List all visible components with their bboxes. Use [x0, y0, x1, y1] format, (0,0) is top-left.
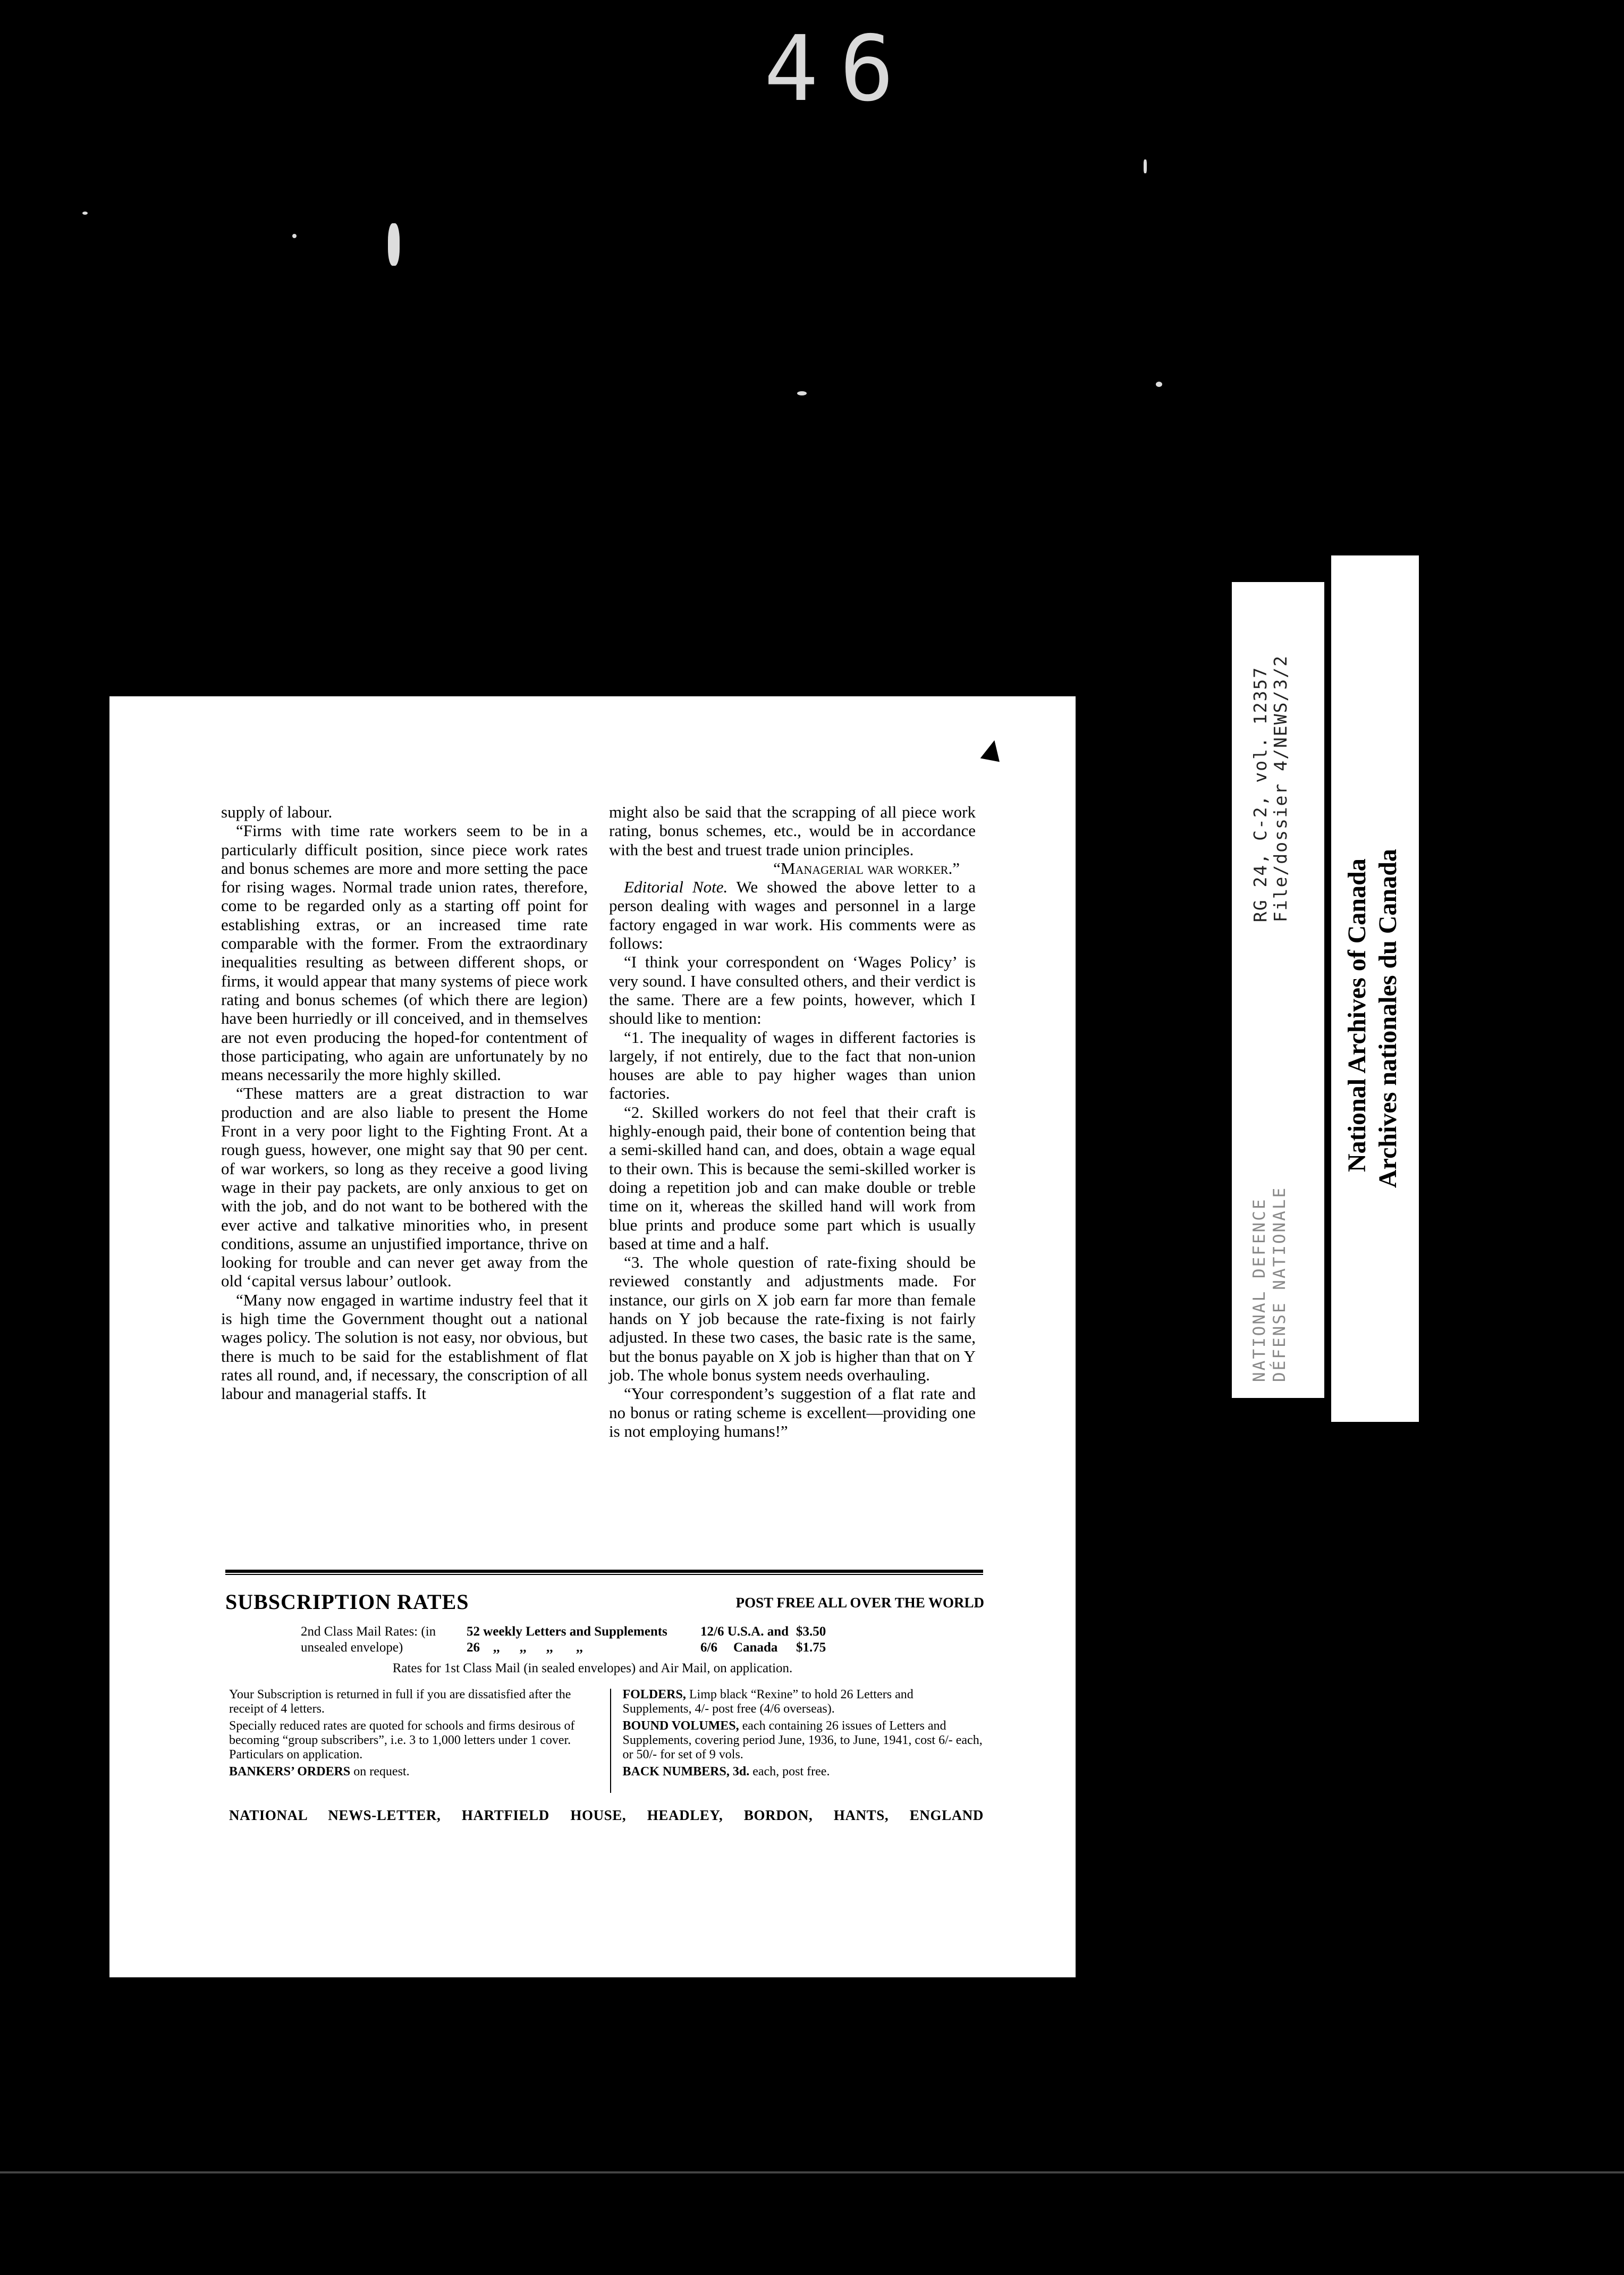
dust-speck: [388, 223, 400, 266]
first-class-note: Rates for 1st Class Mail (in sealed envelopes) and Air Mail, on application.: [392, 1661, 793, 1675]
dust-speck: [1156, 382, 1162, 387]
bankers-orders-note: [229, 1765, 598, 1779]
returned-note: Your Subscription is returned in full if you are dissatisfied after the receipt of 4 letters.: [229, 1688, 571, 1716]
article-left-column: [221, 803, 588, 1440]
article-columns: [221, 803, 976, 1440]
rate-price: 6/6: [700, 1640, 717, 1655]
archive-file-line: File/dossier 4/NEWS/3/2: [1270, 655, 1291, 922]
national-archives-en: National Archives of Canada: [1343, 858, 1371, 1172]
paragraph: “I think your correspondent on ‘Wages Policy’ is very sound. I have consulted others, and their verdict is the same. There are a few points, however, which I should like to mention:: [609, 953, 976, 1028]
rate-description: 52 weekly Letters and Supplements: [467, 1624, 667, 1639]
document-page: [109, 696, 1076, 1977]
subscription-title: SUBSCRIPTION RATES: [225, 1590, 469, 1614]
rate-usd: $1.75: [796, 1640, 826, 1655]
reduced-rates-note: Specially reduced rates are quoted for schools and firms desirous of becoming “group subscribers”, i.e. 3 to 1,000 letters under 1 cover. Particulars on application.: [229, 1719, 575, 1762]
bankers-text: on request.: [350, 1765, 410, 1779]
paragraph: “1. The inequality of wages in different factories is largely, if not entirely, due to the fact that non-union houses are able to pay higher wages than union factories.: [609, 1027, 976, 1103]
divider-rule: [225, 1574, 983, 1575]
paragraph: might also be said that the scrapping of all piece work rating, bonus schemes, etc., would be in accordance with the best and truest trade union principles.: [609, 803, 976, 859]
info-right-column: [611, 1688, 984, 1805]
dust-speck: [1144, 159, 1147, 173]
back-label: BACK NUMBERS, 3d.: [622, 1765, 750, 1779]
back-text: each, post free.: [749, 1765, 830, 1779]
bound-text: each containing 26 issues of Letters and Supplements, covering period June, 1936, to June, 1941, cost 6/- each, or 50/- for set of 9 vols.: [622, 1719, 983, 1762]
paragraph: “These matters are a great distraction to war production and are also liable to present the Home Front in a very poor light to the Fighting Front. At a rough guess, however, one might say that 90 per cent. of war workers, so long as they receive a good living wage in their pay packets, are only anxious to get on with the job, and do not want to be bothered with the ever active and talkative minorities who, in present conditions, assume an unjustified importance, thrive on looking for trouble and can never get away from the old ‘capital versus labour’ outlook.: [221, 1084, 588, 1291]
archive-reference-line: RG 24, C-2, vol. 12357: [1250, 666, 1271, 922]
publisher-address: NATIONAL NEWS-LETTER, HARTFIELD HOUSE, HEADLEY, BORDON, HANTS, ENGLAND: [229, 1807, 984, 1823]
dust-speck: [82, 212, 88, 215]
editorial-label: Editorial Note.: [624, 878, 728, 897]
letter-signature: “Managerial war worker.”: [773, 858, 960, 878]
folders-text: Limp black “Rexine” to hold 26 Letters and Supplements, 4/- post free (4/6 overseas).: [622, 1688, 914, 1716]
rates-table: [301, 1624, 826, 1656]
paragraph: supply of labour.: [221, 803, 333, 821]
subscription-info: [229, 1688, 984, 1805]
info-left-column: [229, 1688, 610, 1805]
editorial-note: [609, 878, 976, 953]
bankers-label: BANKERS’ ORDERS: [229, 1765, 351, 1779]
rate-label: 2nd Class Mail Rates: (in: [301, 1624, 436, 1639]
defence-stamp-en: NATIONAL DEFENCE: [1250, 1198, 1269, 1382]
rate-label: unsealed envelope): [301, 1640, 403, 1655]
back-numbers-note: [623, 1765, 984, 1779]
folders-note: [623, 1688, 984, 1716]
film-edge-line: [0, 2171, 1624, 2173]
paragraph: “2. Skilled workers do not feel that their craft is highly-enough paid, their bone of contention being that a semi-skilled hand can, and does, obtain a wage equal to their own. This is because the semi-skilled worker is doing a repetition job and can make double or treble time on it, whereas the skilled hand will work from blue prints and produce some part which is usually based at time and a half.: [609, 1102, 976, 1253]
article-right-column: [609, 803, 976, 1440]
folders-label: FOLDERS,: [622, 1688, 686, 1701]
frame-number: 46: [764, 16, 916, 122]
editorial-text: We showed the above letter to a person dealing with wages and personnel in a large factory engaged in war work. His comments were as follows:: [609, 878, 976, 953]
ink-mark: [976, 740, 1005, 770]
rate-description: 26 ,, ,, ,, ,,: [467, 1640, 583, 1655]
rate-country: Canada: [733, 1640, 778, 1655]
paragraph: “3. The whole question of rate-fixing should be reviewed constantly and adjustments made. For instance, our girls on X job earn far more than female hands on Y job because the rate-fixing is not fairly adjusted. In these two cases, the basic rate is the same, but the bonus payable on X job is higher than that on Y job. The whole bonus system needs overhauling.: [609, 1253, 976, 1384]
rate-row: [301, 1624, 826, 1640]
bound-label: BOUND VOLUMES,: [622, 1719, 739, 1733]
bound-volumes-note: [623, 1719, 984, 1762]
dust-speck: [797, 391, 807, 395]
defence-stamp-fr: DÉFENSE NATIONALE: [1270, 1186, 1289, 1382]
dust-speck: [292, 234, 297, 238]
post-free-note: POST FREE ALL OVER THE WORLD: [735, 1595, 984, 1611]
divider-rule: [225, 1570, 983, 1573]
rate-price: 12/6 U.S.A. and: [700, 1624, 789, 1639]
paragraph: “Firms with time rate workers seem to be in a particularly difficult position, since piece work rates and bonus schemes are more and more setting the pace for rising wages. Normal trade union rates, therefore, come to be regarded only as a starting off point for establishing extras, or an increased time rate comparable with the former. From the extraordinary inequalities resulting as between different shops, or firms, it would appear that many systems of piece work rating and bonus schemes (of which there are legion) have been hurriedly or ill conceived, and in themselves are not even producing the hoped-for contentment of those participating, who again are unfortunately by no means necessarily the more highly skilled.: [221, 821, 588, 1084]
rate-usd: $3.50: [796, 1624, 826, 1639]
rate-row: [301, 1640, 826, 1656]
national-archives-fr: Archives nationales du Canada: [1374, 849, 1402, 1188]
paragraph: “Your correspondent’s suggestion of a flat rate and no bonus or rating scheme is excellent—providing one is not employing humans!”: [609, 1384, 976, 1440]
paragraph: “Many now engaged in wartime industry feel that it is high time the Government thought out a national wages policy. The solution is not easy, nor obvious, but there is much to be said for the establishment of flat rates all round, and, if necessary, the conscription of all labour and managerial staffs. It: [221, 1290, 588, 1403]
